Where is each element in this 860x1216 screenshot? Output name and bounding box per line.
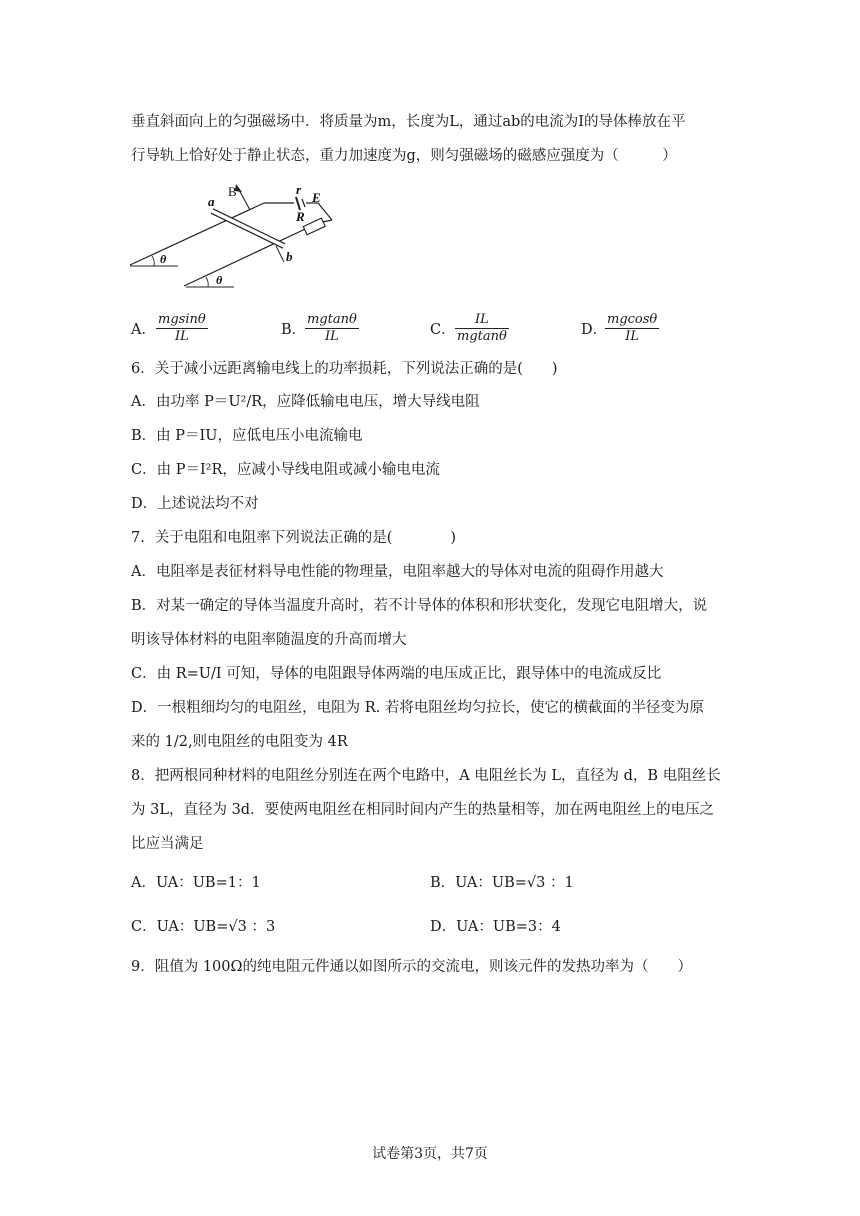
q8-line-3: 比应当满足 <box>131 836 204 852</box>
q5-option-d-fraction <box>605 312 659 345</box>
q5-option-a-label: A． <box>131 322 156 338</box>
q5-line-1: 垂直斜面向上的匀强磁场中．将质量为m，长度为L，通过ab的电流为I的导体棒放在平 <box>131 114 686 130</box>
q6-option-c: C．由 P＝I²R，应减小导线电阻或减小输电电流 <box>131 462 440 478</box>
q5-option-d-label: D． <box>581 322 608 338</box>
q5-option-b-fraction <box>305 312 359 345</box>
q7-option-c: C．由 R=U/I 可知，导体的电阻跟导体两端的电压成正比，跟导体中的电流成反比 <box>131 666 662 682</box>
q6-option-d: D．上述说法均不对 <box>131 496 259 512</box>
q5-option-d-denominator: IL <box>625 329 640 344</box>
q8-option-a: A．UA：UB=1：1 <box>131 875 261 891</box>
q7-option-a: A．电阻率是表征材料导电性能的物理量，电阻率越大的导体对电流的阻碍作用越大 <box>131 564 664 580</box>
q8-option-c: C．UA：UB=√3 ：3 <box>131 919 276 935</box>
q7-option-b-line-1: B．对某一确定的导体当温度升高时，若不计导体的体积和形状变化，发现它电阻增大，说 <box>131 598 708 614</box>
fig-label-theta-1: θ <box>160 252 167 266</box>
q8-line-1: 8．把两根同种材料的电阻丝分别连在两个电路中，A 电阻丝长为 L，直径为 d，B 电阻丝长 <box>131 768 721 784</box>
q5-option-b-numerator: mgtanθ <box>307 312 357 327</box>
q7-stem: 7．关于电阻和电阻率下列说法正确的是( ) <box>131 530 457 546</box>
q5-option-d-numerator: mgcosθ <box>607 312 658 327</box>
fig-label-r: r <box>296 182 302 197</box>
q5-option-c-fraction <box>455 312 509 345</box>
q6-option-b: B．由 P＝IU，应低电压小电流输电 <box>131 428 363 444</box>
q5-option-a-fraction <box>156 312 208 345</box>
q6-stem: 6．关于减小远距离输电线上的功率损耗，下列说法正确的是( ) <box>131 361 558 377</box>
fig-label-E: E <box>312 190 321 205</box>
q9-stem: 9．阻值为 100Ω的纯电阻元件通以如图所示的交流电，则该元件的发热功率为（ ） <box>131 959 693 975</box>
q5-option-b-denominator: IL <box>325 329 339 344</box>
q5-option-b-label: B． <box>281 322 307 338</box>
page-footer: 试卷第3页，共7页 <box>372 1146 488 1162</box>
q5-figure <box>128 180 348 292</box>
q8-line-2: 为 3L，直径为 3d．要使两电阻丝在相同时间内产生的热量相等，加在两电阻丝上的电压之 <box>131 802 715 818</box>
fig-label-B: B <box>228 184 237 199</box>
q7-option-d-line-1: D．一根粗细均匀的电阻丝，电阻为 R. 若将电阻丝均匀拉长，使它的横截面的半径变为原 <box>131 700 704 716</box>
fig-label-a: a <box>208 194 215 209</box>
q7-option-d-line-2: 来的 1/2,则电阻丝的电阻变为 4R <box>131 734 348 750</box>
q5-option-c-label: C． <box>430 322 456 338</box>
q8-option-d: D．UA：UB=3：4 <box>430 919 561 935</box>
q5-option-c-numerator: IL <box>455 312 509 329</box>
fig-label-theta-2: θ <box>216 273 223 287</box>
q8-option-b: B．UA：UB=√3 ：1 <box>430 875 574 891</box>
fig-label-b: b <box>286 249 293 264</box>
q5-line-2: 行导轨上恰好处于静止状态，重力加速度为g，则匀强磁场的磁感应强度为（ ） <box>131 148 677 164</box>
q5-option-a-numerator: mgsinθ <box>158 312 206 327</box>
q6-option-a: A．由功率 P＝U²/R，应降低输电电压，增大导线电阻 <box>131 394 480 410</box>
fig-label-R: R <box>296 209 305 224</box>
q5-option-c-denominator: mgtanθ <box>457 329 507 344</box>
q7-option-b-line-2: 明该导体材料的电阻率随温度的升高而增大 <box>131 632 407 648</box>
q5-option-a-denominator: IL <box>174 329 189 344</box>
